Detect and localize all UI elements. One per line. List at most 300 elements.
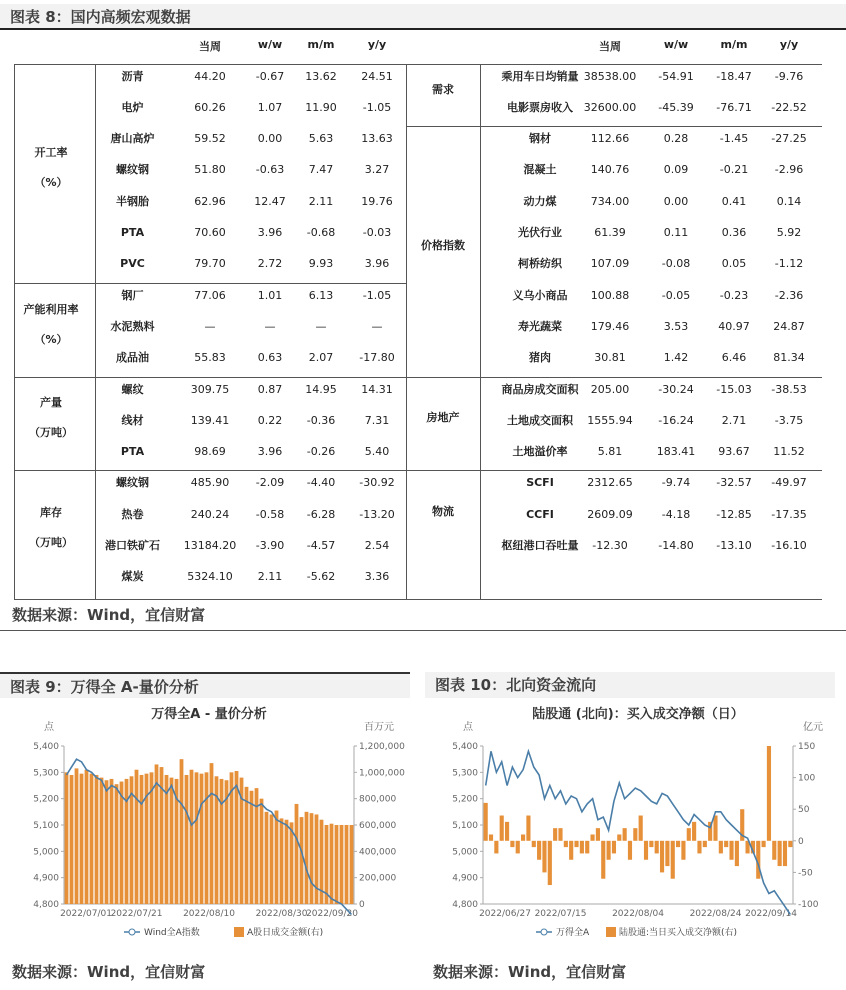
cell-value: 51.80 (194, 163, 226, 177)
y-tick-label: 5,400 (452, 742, 478, 752)
y2-tick-label: 0 (359, 900, 365, 910)
cell-value: 112.66 (590, 132, 630, 146)
right-category-label (406, 75, 480, 105)
bar (275, 811, 279, 904)
bar (205, 772, 209, 904)
right-category-label (406, 403, 480, 433)
bar (110, 779, 114, 904)
bar (676, 841, 680, 847)
col-header-yy: y/y (367, 38, 387, 51)
bar (681, 841, 685, 860)
cell-value: -5.62 (306, 570, 336, 584)
cell-value: 0.36 (721, 226, 747, 239)
bar (623, 828, 627, 841)
cell-value: -0.68 (306, 226, 336, 239)
cell-value: 205.00 (590, 382, 630, 396)
chart-legend (124, 926, 323, 938)
y-tick-label: 5,400 (33, 742, 59, 752)
cell-value: 24.87 (773, 319, 805, 333)
x-tick-label: 2022/06/27 (479, 909, 531, 919)
left-axis-unit: 点 (44, 722, 54, 733)
legend-line-label: 万得全A (556, 928, 590, 938)
bar (494, 841, 498, 854)
col-header-current: 当周 (599, 40, 621, 53)
row-name: SCFI (526, 476, 554, 490)
bar (180, 759, 184, 904)
cell-value: 0.28 (663, 132, 689, 146)
cell-value: 93.67 (718, 445, 750, 459)
bar (140, 775, 144, 904)
row-name: 螺纹钢 (116, 476, 149, 490)
cell-value: 734.00 (590, 194, 630, 208)
x-tick-label: 2022/07/21 (110, 909, 163, 919)
bar (115, 784, 119, 904)
y-tick-label: 5,200 (33, 794, 59, 805)
cell-value: -18.47 (716, 69, 752, 83)
cell-value: 2.11 (308, 194, 334, 208)
cell-value: 0.09 (663, 163, 689, 177)
cell-value: -17.80 (359, 351, 395, 365)
cell-value: -6.28 (306, 507, 336, 521)
col-header-mm: m/m (307, 38, 335, 51)
bar (330, 824, 334, 904)
category-label-line: 需求 (432, 82, 454, 96)
divider (0, 630, 846, 631)
y2-tick-label: 1,200,000 (359, 742, 405, 752)
bar (120, 782, 124, 904)
cell-value: -2.96 (774, 163, 804, 177)
x-tick-label: 2022/09/20 (306, 909, 358, 919)
bar (574, 841, 578, 847)
y-tick-label: 5,300 (33, 768, 59, 779)
cell-value: -54.91 (658, 69, 694, 83)
bar (145, 774, 149, 904)
y2-tick-label: 150 (798, 742, 816, 752)
category-label-line: 物流 (432, 505, 454, 519)
y-tick-label: 4,900 (33, 873, 59, 884)
bar (345, 825, 349, 904)
bar (510, 841, 514, 847)
bar (697, 841, 701, 854)
fig8-title: 图表 8：国内高频宏观数据 (0, 4, 846, 30)
index-line (486, 751, 791, 914)
cell-value: -30.92 (359, 476, 395, 490)
y2-tick-label: -100 (798, 900, 819, 910)
y-tick-label: 5,100 (452, 821, 478, 831)
row-name: PVC (120, 257, 145, 271)
cell-value: 5324.10 (187, 570, 233, 584)
right-category-label (406, 231, 480, 261)
bar (719, 841, 723, 854)
cell-value: — (371, 319, 383, 333)
left-category-label (14, 498, 88, 558)
fig10-source: 数据来源：Wind，宜信财富 (433, 963, 627, 981)
fig8-source: 数据来源：Wind，宜信财富 (12, 606, 206, 624)
cell-value: 6.13 (308, 288, 334, 302)
cell-value: 0.00 (257, 132, 283, 146)
bar (295, 804, 299, 904)
table-vertical-border (406, 64, 407, 599)
row-name: 土地成交面积 (507, 413, 573, 427)
cell-value: 77.06 (194, 288, 226, 302)
bar (300, 817, 304, 904)
cell-value: 1.01 (257, 288, 283, 302)
cell-value: -1.45 (719, 132, 749, 146)
fig9-source: 数据来源：Wind，宜信财富 (12, 963, 206, 981)
col-header-current: 当周 (199, 40, 221, 53)
cell-value: 240.24 (190, 507, 230, 521)
cell-value: -30.24 (658, 382, 694, 396)
cell-value: -38.53 (771, 382, 807, 396)
bar (628, 841, 632, 860)
cell-value: -0.36 (306, 413, 336, 427)
cell-value: 44.20 (194, 69, 226, 83)
cell-value: 2.11 (257, 570, 283, 584)
bar (200, 774, 204, 904)
row-name: 混凝土 (523, 163, 557, 177)
cell-value: -16.24 (658, 413, 694, 427)
row-name: 沥青 (121, 69, 144, 83)
table-vertical-border (95, 64, 96, 599)
cell-value: 40.97 (718, 319, 750, 333)
bar (190, 770, 194, 904)
cell-value: 3.96 (257, 445, 283, 459)
bar (590, 834, 594, 840)
cell-value: -0.67 (255, 69, 285, 83)
cell-value: -0.21 (719, 163, 749, 177)
bar (220, 779, 224, 904)
row-name: 电影票房收入 (507, 100, 573, 114)
bar (135, 770, 139, 904)
cell-value: 1.07 (257, 100, 283, 114)
row-name: 半钢胎 (116, 194, 149, 208)
cell-value: 14.95 (305, 382, 337, 396)
category-label-line: （%） (34, 176, 68, 190)
cell-value: -2.36 (774, 288, 804, 302)
index-line (67, 759, 352, 914)
x-tick-label: 2022/08/10 (183, 909, 235, 919)
bar (548, 841, 552, 885)
cell-value: 62.96 (194, 194, 226, 208)
cell-value: -17.35 (771, 507, 807, 521)
cell-value: -3.75 (774, 413, 804, 427)
bar (585, 841, 589, 854)
bar (285, 820, 289, 904)
bar (558, 828, 562, 841)
cell-value: 0.11 (663, 226, 689, 239)
cell-value: 139.41 (190, 413, 230, 427)
bar (537, 841, 541, 860)
cell-value: 5.40 (364, 445, 390, 459)
row-name: 柯桥纺织 (518, 257, 562, 271)
bar (596, 828, 600, 841)
bar (65, 772, 69, 904)
x-tick-label: 2022/09/14 (745, 909, 797, 919)
legend-bar-label: A股日成交金额(右) (247, 928, 324, 938)
bar (655, 841, 659, 854)
bar (772, 841, 776, 860)
bar (505, 822, 509, 841)
cell-value: 5.63 (308, 132, 334, 146)
cell-value: 3.96 (364, 257, 390, 271)
cell-value: 179.46 (590, 319, 630, 333)
cell-value: 11.52 (773, 445, 805, 459)
y2-tick-label: 50 (798, 805, 810, 816)
bar (270, 814, 274, 904)
bar (75, 768, 79, 904)
y2-tick-label: -50 (798, 868, 813, 879)
cell-value: -4.18 (661, 507, 691, 521)
bar (245, 787, 249, 904)
cell-value: 2.54 (364, 539, 390, 552)
cell-value: 9.93 (308, 257, 334, 271)
row-name: 唐山高炉 (110, 132, 155, 146)
row-name: 线材 (121, 413, 144, 427)
right-axis-unit: 亿元 (803, 722, 823, 733)
col-header-yy: y/y (779, 38, 799, 51)
bar (729, 841, 733, 860)
bar (687, 828, 691, 841)
chart-title: 陆股通 (北向)：买入成交净额（日） (532, 707, 744, 722)
category-label-line: 库存 (40, 506, 62, 519)
chart-wind-a-volume-price (4, 700, 414, 952)
bar (500, 816, 504, 841)
bar (580, 841, 584, 854)
cell-value: 30.81 (594, 351, 626, 365)
bar (692, 822, 696, 841)
category-label-line: 价格指数 (421, 239, 465, 253)
cell-value: -1.05 (362, 100, 392, 114)
cell-value: 11.90 (305, 100, 337, 114)
cell-value: -4.40 (306, 476, 336, 490)
cell-value: -22.52 (771, 100, 807, 114)
cell-value: — (315, 319, 327, 333)
bar (649, 841, 653, 847)
cell-value: 12.47 (254, 194, 286, 208)
bar (350, 825, 354, 904)
bar (310, 813, 314, 904)
bar (542, 841, 546, 873)
right-axis-unit: 百万元 (364, 722, 394, 733)
chart-northbound-flow (428, 700, 838, 952)
col-header-ww: w/w (257, 38, 283, 51)
bar (783, 841, 787, 866)
cell-value: 107.09 (590, 257, 630, 271)
left-category-label (14, 138, 88, 198)
bar (170, 778, 174, 904)
row-name: PTA (120, 226, 145, 239)
bar (315, 814, 319, 904)
y-tick-label: 5,000 (452, 847, 478, 858)
bar (265, 812, 269, 904)
cell-value: -16.10 (771, 539, 807, 552)
left-axis-unit: 点 (463, 722, 473, 733)
x-tick-label: 2022/08/30 (255, 909, 308, 919)
y-tick-label: 5,300 (452, 768, 478, 779)
y-tick-label: 5,200 (452, 794, 478, 805)
cell-value: 0.41 (721, 194, 747, 208)
cell-value: 5.81 (597, 445, 623, 459)
cell-value: 485.90 (190, 476, 230, 490)
cell-value: 183.41 (656, 445, 696, 459)
col-header-mm: m/m (720, 38, 748, 51)
cell-value: -32.57 (716, 476, 752, 490)
bar (713, 816, 717, 841)
x-tick-label: 2022/08/24 (689, 909, 742, 919)
bar (553, 828, 557, 841)
bar (617, 834, 621, 840)
cell-value: -45.39 (658, 100, 694, 114)
cell-value: -0.23 (719, 288, 749, 302)
row-name: 热卷 (121, 507, 144, 521)
x-tick-label: 2022/07/01 (60, 909, 112, 919)
bar (660, 841, 664, 873)
cell-value: -3.90 (255, 539, 285, 552)
cell-value: -9.74 (661, 476, 691, 490)
y2-tick-label: 600,000 (359, 821, 397, 831)
y2-tick-label: 200,000 (359, 873, 397, 884)
left-category-label (14, 388, 88, 448)
cell-value: — (264, 319, 276, 333)
cell-value: -12.85 (716, 507, 752, 521)
cell-value: 98.69 (194, 445, 226, 459)
cell-value: 55.83 (194, 351, 226, 365)
cell-value: 1.42 (663, 351, 689, 365)
cell-value: -13.10 (716, 539, 752, 552)
cell-value: 140.76 (590, 163, 630, 177)
row-name: 商品房成交面积 (501, 382, 579, 396)
category-label-line: （万吨） (29, 536, 73, 549)
bar (90, 774, 94, 904)
bar (612, 841, 616, 854)
bar (601, 841, 605, 879)
category-label-line: （万吨） (29, 426, 73, 440)
cell-value: 5.92 (776, 226, 802, 239)
cell-value: -0.63 (255, 163, 285, 177)
row-name: 螺纹钢 (116, 163, 149, 177)
bar (703, 841, 707, 847)
cell-value: -0.05 (661, 288, 691, 302)
bar (788, 841, 792, 847)
cell-value: 0.63 (257, 351, 283, 365)
cell-value: 24.51 (361, 69, 393, 83)
cell-value: 3.36 (364, 570, 390, 584)
cell-value: 3.27 (364, 163, 390, 177)
bar (335, 825, 339, 904)
cell-value: 100.88 (590, 288, 630, 302)
bar (105, 780, 109, 904)
cell-value: -1.05 (362, 288, 392, 302)
bar (95, 775, 99, 904)
chart-title: 万得全A - 量价分析 (151, 707, 267, 722)
row-name: 钢材 (529, 132, 551, 146)
cell-value: 59.52 (194, 132, 226, 146)
cell-value: 3.53 (663, 319, 689, 333)
bar (607, 841, 611, 860)
cell-value: 2609.09 (587, 507, 633, 521)
row-name: 猪肉 (529, 351, 551, 365)
cell-value: 0.14 (776, 194, 802, 208)
bar (671, 841, 675, 879)
cell-value: — (204, 319, 216, 333)
bar (125, 779, 129, 904)
y-tick-label: 4,900 (452, 873, 478, 884)
x-tick-label: 2022/07/15 (534, 909, 587, 919)
row-name: 成品油 (116, 351, 149, 365)
row-name: CCFI (526, 507, 554, 521)
bar (526, 816, 530, 841)
cell-value: 0.05 (721, 257, 747, 271)
category-label-line: 房地产 (426, 411, 460, 425)
row-name: 电炉 (121, 100, 144, 114)
bar (633, 828, 637, 841)
cell-value: 309.75 (190, 382, 230, 396)
row-name: 钢厂 (121, 288, 144, 302)
bar (516, 841, 520, 854)
bar (305, 812, 309, 904)
bar (767, 746, 771, 841)
bar (210, 763, 214, 904)
cell-value: 19.76 (361, 194, 393, 208)
cell-value: -14.80 (658, 539, 694, 552)
bar (762, 841, 766, 847)
bar (185, 775, 189, 904)
cell-value: 3.96 (257, 226, 283, 239)
bar (564, 841, 568, 847)
bar (665, 841, 669, 866)
cell-value: -76.71 (716, 100, 752, 114)
x-tick-label: 2022/08/04 (612, 909, 664, 919)
cell-value: 32600.00 (583, 100, 637, 114)
bar (489, 834, 493, 840)
cell-value: 13184.20 (183, 539, 237, 552)
cell-value: 13.63 (361, 132, 393, 146)
row-name: 寿光蔬菜 (518, 319, 562, 333)
bar (80, 774, 84, 904)
row-name: 水泥熟料 (110, 319, 155, 333)
row-name: 动力煤 (523, 194, 557, 208)
y-tick-label: 4,800 (452, 900, 478, 910)
cell-value: -0.58 (255, 507, 285, 521)
cell-value: 2.71 (721, 413, 747, 427)
row-name: 乘用车日均销量 (501, 69, 579, 83)
cell-value: 0.00 (663, 194, 689, 208)
table-vertical-border (480, 64, 481, 599)
cell-value: -2.09 (255, 476, 285, 490)
bar (569, 841, 573, 860)
y2-tick-label: 100 (798, 773, 816, 784)
row-name: 光伏行业 (518, 226, 562, 239)
y2-tick-label: 1,000,000 (359, 768, 405, 779)
legend-bar-label: 陆股通:当日买入成交净额(右) (619, 928, 738, 938)
cell-value: -0.03 (362, 226, 392, 239)
cell-value: -13.20 (359, 507, 395, 521)
legend-line-label: Wind全A指数 (144, 928, 200, 938)
y-tick-label: 5,100 (33, 821, 59, 831)
cell-value: 1555.94 (587, 413, 633, 427)
cell-value: 2.72 (257, 257, 283, 271)
col-header-ww: w/w (663, 38, 689, 51)
cell-value: 2312.65 (587, 476, 633, 490)
bar (290, 822, 294, 904)
cell-value: -0.08 (661, 257, 691, 271)
bar (532, 841, 536, 847)
fig9-title: 图表 9：万得全 A-量价分析 (0, 672, 410, 698)
cell-value: -49.97 (771, 476, 807, 490)
bar (778, 841, 782, 866)
bar (724, 841, 728, 847)
row-name: 螺纹 (121, 382, 144, 396)
